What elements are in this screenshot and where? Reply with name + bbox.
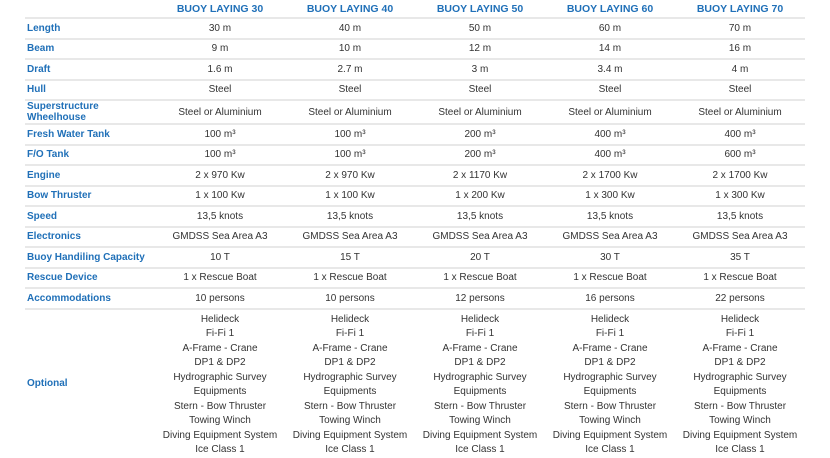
table-cell: GMDSS Sea Area A3 [155,227,285,248]
table-cell: 1 x 100 Kw [285,186,415,207]
table-cell: 10 persons [155,288,285,309]
optional-item: Stern - Bow Thruster [693,400,787,412]
optional-item: DP1 & DP2 [324,357,376,368]
table-cell: 13,5 knots [675,206,805,227]
optional-item: Ice Class 1 [455,444,505,455]
table-cell: 100 m³ [285,124,415,145]
optional-item: Diving Equipment System [552,429,668,441]
optional-cell [675,309,805,458]
row-label: Fresh Water Tank [25,124,155,145]
optional-item: Ice Class 1 [585,444,635,455]
table-cell: 400 m³ [545,145,675,166]
table-cell: 10 persons [285,288,415,309]
row-label: Length [25,18,155,39]
table-row [25,247,805,268]
row-label: Draft [25,59,155,80]
table-cell: 2 x 1700 Kw [675,165,805,186]
table-cell: 1 x 100 Kw [155,186,285,207]
table-cell: 30 m [155,18,285,39]
table-row [25,206,805,227]
table-cell: GMDSS Sea Area A3 [545,227,675,248]
table-cell: 400 m³ [545,124,675,145]
table-cell: Steel [155,80,285,101]
table-cell: 13,5 knots [285,206,415,227]
table-cell: Steel [285,80,415,101]
table-cell: Steel or Aluminium [675,100,805,124]
table-cell: GMDSS Sea Area A3 [415,227,545,248]
table-cell: 2.7 m [285,59,415,80]
table-cell: Steel or Aluminium [415,100,545,124]
table-cell: 2 x 970 Kw [155,165,285,186]
table-cell: 100 m³ [285,145,415,166]
optional-item: Towing Winch [449,415,511,426]
row-label: F/O Tank [25,145,155,166]
table-row [25,59,805,80]
optional-item: Hydrographic Survey [563,371,657,383]
table-cell: Steel [415,80,545,101]
optional-item: Diving Equipment System [682,429,798,441]
optional-item: Stern - Bow Thruster [173,400,267,412]
table-cell: 600 m³ [675,145,805,166]
optional-item: Equipments [713,386,767,397]
table-cell: 50 m [415,18,545,39]
optional-cell [415,309,545,458]
optional-item: Fi-Fi 1 [465,328,495,339]
optional-item: A-Frame - Crane [442,342,518,354]
optional-row [25,309,805,458]
optional-item: Equipments [193,386,247,397]
optional-item: Hydrographic Survey [303,371,397,383]
optional-item: DP1 & DP2 [714,357,766,368]
column-header: BUOY LAYING 40 [285,0,415,18]
table-cell: GMDSS Sea Area A3 [285,227,415,248]
table-cell: 3.4 m [545,59,675,80]
row-label: Superstructure Wheelhouse [25,100,155,124]
row-label: Beam [25,39,155,60]
optional-item: Ice Class 1 [195,444,245,455]
table-cell: 2 x 1700 Kw [545,165,675,186]
table-cell: GMDSS Sea Area A3 [675,227,805,248]
table-row [25,165,805,186]
row-label: Rescue Device [25,268,155,289]
optional-item: Helideck [720,313,760,325]
table-cell: 1 x 200 Kw [415,186,545,207]
optional-item: Fi-Fi 1 [335,328,365,339]
optional-item: Helideck [590,313,630,325]
optional-item: Stern - Bow Thruster [433,400,527,412]
optional-item: Fi-Fi 1 [205,328,235,339]
table-cell: 1 x Rescue Boat [285,268,415,289]
optional-cell [155,309,285,458]
optional-item: Equipments [583,386,637,397]
column-header: BUOY LAYING 60 [545,0,675,18]
column-header: BUOY LAYING 50 [415,0,545,18]
table-cell: 4 m [675,59,805,80]
optional-item: Stern - Bow Thruster [303,400,397,412]
optional-item: Fi-Fi 1 [725,328,755,339]
table-cell: 9 m [155,39,285,60]
row-label: Speed [25,206,155,227]
specifications-table [25,0,805,458]
optional-item: Diving Equipment System [162,429,278,441]
table-cell: 2 x 970 Kw [285,165,415,186]
optional-item: DP1 & DP2 [454,357,506,368]
table-cell: 3 m [415,59,545,80]
optional-item: Fi-Fi 1 [595,328,625,339]
optional-item: A-Frame - Crane [182,342,258,354]
optional-item: Towing Winch [709,415,771,426]
optional-item: Hydrographic Survey [693,371,787,383]
header-blank [25,0,155,18]
table-cell: 30 T [545,247,675,268]
table-cell: 400 m³ [675,124,805,145]
table-cell: 1 x Rescue Boat [545,268,675,289]
optional-item: Towing Winch [579,415,641,426]
optional-item: Hydrographic Survey [433,371,527,383]
optional-cell [285,309,415,458]
optional-item: Helideck [330,313,370,325]
optional-item: A-Frame - Crane [702,342,778,354]
optional-item: DP1 & DP2 [194,357,246,368]
table-cell: 200 m³ [415,145,545,166]
table-cell: 100 m³ [155,124,285,145]
table-cell: 1 x 300 Kw [675,186,805,207]
table-cell: Steel [545,80,675,101]
optional-item: Equipments [323,386,377,397]
table-row [25,145,805,166]
table-row [25,124,805,145]
optional-item: Diving Equipment System [422,429,538,441]
table-cell: 200 m³ [415,124,545,145]
table-cell: Steel or Aluminium [285,100,415,124]
table-row [25,186,805,207]
row-label: Buoy Handiling Capacity [25,247,155,268]
optional-item: Ice Class 1 [325,444,375,455]
column-header: BUOY LAYING 70 [675,0,805,18]
table-cell: 13,5 knots [415,206,545,227]
optional-item: Equipments [453,386,507,397]
table-cell: 12 persons [415,288,545,309]
table-cell: 12 m [415,39,545,60]
optional-item: Towing Winch [189,415,251,426]
optional-item: Helideck [200,313,240,325]
optional-item: Ice Class 1 [715,444,765,455]
table-cell: 1 x Rescue Boat [155,268,285,289]
table-cell: 60 m [545,18,675,39]
row-label: Hull [25,80,155,101]
optional-item: Hydrographic Survey [173,371,267,383]
table-cell: 70 m [675,18,805,39]
table-cell: 10 T [155,247,285,268]
table-cell: 1 x Rescue Boat [415,268,545,289]
table-cell: Steel [675,80,805,101]
table-row [25,227,805,248]
table-cell: 15 T [285,247,415,268]
table-cell: 1 x Rescue Boat [675,268,805,289]
optional-item: Helideck [460,313,500,325]
optional-item: DP1 & DP2 [584,357,636,368]
table-row [25,39,805,60]
table-row [25,18,805,39]
table-row [25,288,805,309]
header-row [25,0,805,18]
table-row [25,100,805,124]
table-cell: 13,5 knots [155,206,285,227]
optional-item: Stern - Bow Thruster [563,400,657,412]
table-cell: Steel or Aluminium [545,100,675,124]
optional-cell [545,309,675,458]
table-cell: 16 persons [545,288,675,309]
row-label: Engine [25,165,155,186]
table-cell: 22 persons [675,288,805,309]
table-cell: 35 T [675,247,805,268]
table-cell: 2 x 1170 Kw [415,165,545,186]
table-cell: Steel or Aluminium [155,100,285,124]
row-label: Electronics [25,227,155,248]
row-label: Optional [27,378,68,389]
table-row [25,80,805,101]
table-cell: 100 m³ [155,145,285,166]
table-cell: 10 m [285,39,415,60]
row-label: Accommodations [25,288,155,309]
table-cell: 13,5 knots [545,206,675,227]
table-cell: 1.6 m [155,59,285,80]
optional-item: A-Frame - Crane [572,342,648,354]
table-cell: 14 m [545,39,675,60]
optional-item: Diving Equipment System [292,429,408,441]
row-label: Bow Thruster [25,186,155,207]
optional-item: A-Frame - Crane [312,342,388,354]
table-cell: 16 m [675,39,805,60]
column-header: BUOY LAYING 30 [155,0,285,18]
table-row [25,268,805,289]
optional-item: Towing Winch [319,415,381,426]
table-cell: 1 x 300 Kw [545,186,675,207]
table-cell: 40 m [285,18,415,39]
table-cell: 20 T [415,247,545,268]
